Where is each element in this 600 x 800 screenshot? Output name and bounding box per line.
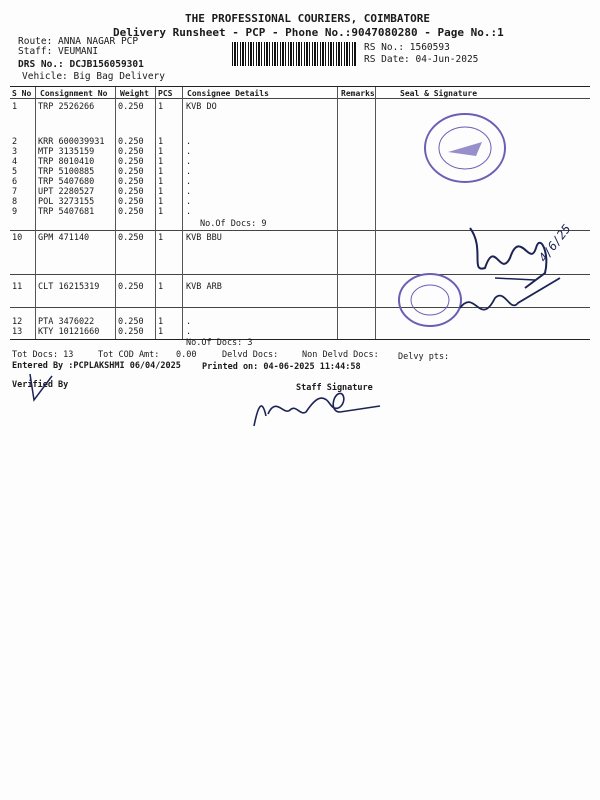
vehicle: Vehicle: Big Bag Delivery [22, 71, 165, 82]
col-seal: Seal & Signature [400, 89, 478, 98]
staff-signature-label: Staff Signature [296, 383, 373, 393]
table-row: 12 PTA 3476022 0.250 1 . [12, 317, 192, 327]
group-doc-count: No.Of Docs: 9 [200, 219, 267, 229]
total-docs: Tot Docs: 13 [12, 350, 74, 360]
rs-date: RS Date: 04-Jun-2025 [364, 54, 479, 65]
drs-number: DRS No.: DCJB156059301 [18, 59, 144, 70]
verified-by: Verified By [12, 380, 69, 390]
delivered-docs: Delvd Docs: [222, 350, 279, 360]
company-name: THE PROFESSIONAL COURIERS, COIMBATORE [185, 12, 431, 25]
staff-signature-icon [248, 386, 388, 434]
table-row: 6 TRP 5407680 0.250 1 . [12, 177, 192, 187]
handwritten-date: 4/6/25 [536, 221, 574, 265]
table-row: 10 GPM 471140 0.250 1 KVB BBU [12, 233, 222, 243]
table-row: 2 KRR 600039931 0.250 1 . [12, 137, 192, 147]
verifier-signature-icon [22, 370, 62, 410]
barcode-icon [232, 42, 356, 66]
table-row: 9 TRP 5407681 0.250 1 . [12, 207, 192, 217]
entered-by: Entered By :PCPLAKSHMI 06/04/2025 [12, 361, 181, 371]
table-row: 13 KTY 10121660 0.250 1 . [12, 327, 192, 337]
non-delivered-docs: Non Delvd Docs: [302, 350, 379, 360]
rs-number: RS No.: 1560593 [364, 42, 450, 53]
table-row: 8 POL 3273155 0.250 1 . [12, 197, 192, 207]
office-seal-icon [420, 108, 510, 188]
col-remarks: Remarks [341, 89, 375, 98]
col-consignment: Consignment No [40, 89, 108, 98]
staff: Staff: VEUMANI [18, 46, 99, 57]
runsheet-title: Delivery Runsheet - PCP - Phone No.:9047080280 - Page No.:1 [113, 26, 504, 39]
col-sno: S No [12, 89, 32, 98]
group-doc-count: No.Of Docs: 3 [186, 338, 253, 348]
delivery-points: Delvy pts: [398, 352, 450, 362]
col-weight: Weight [120, 89, 149, 98]
table-row: 7 UPT 2280527 0.250 1 . [12, 187, 192, 197]
table-row: 4 TRP 8010410 0.250 1 . [12, 157, 192, 167]
total-cod-label: Tot COD Amt: [98, 350, 160, 360]
printed-on: Printed on: 04-06-2025 11:44:58 [202, 362, 361, 372]
total-cod-value: 0.00 [176, 350, 197, 360]
table-row: 5 TRP 5100885 0.250 1 . [12, 167, 192, 177]
route: Route: ANNA NAGAR PCP [18, 36, 139, 47]
recipient-signature-icon [440, 218, 600, 338]
col-pcs: PCS [158, 89, 173, 98]
col-consignee: Consignee Details [187, 89, 269, 98]
table-row: 11 CLT 16215319 0.250 1 KVB ARB [12, 282, 222, 292]
table-row: 1 TRP 2526266 0.250 1 KVB DO [12, 102, 217, 112]
table-row: 3 MTP 3135159 0.250 1 . [12, 147, 192, 157]
